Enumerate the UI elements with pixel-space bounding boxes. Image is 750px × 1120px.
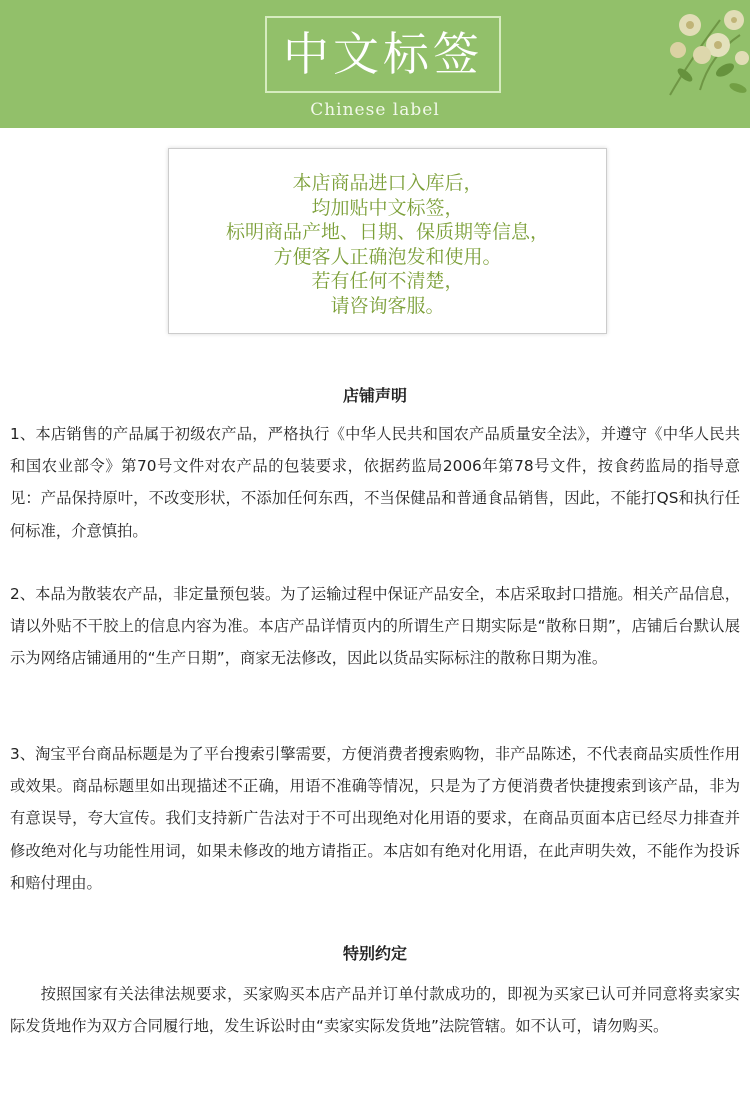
statement-paragraph-3: 3、淘宝平台商品标题是为了平台搜索引擎需要，方便消费者搜索购物，非产品陈述，不代表商品实质性作用或效果。商品标题里如出现描述不正确，用语不准确等情况，只是为了方便消费者快捷搜索到该产品，非为有意误导，夸大宣传。我们支持新广告法对于不可出现绝对化用语的要求，在商品页面本店已经尽力排查并修改绝对化与功能性用词，如果未修改的地方请指正。本店如有绝对化用语，在此声明失效，不能作为投诉和赔付理由。 bbox=[10, 745, 740, 892]
page-title: 中文标签 bbox=[283, 27, 483, 81]
flower-decoration-icon bbox=[630, 0, 750, 100]
notice-line: 本店商品进口入库后， bbox=[292, 172, 483, 194]
chinese-label-notice bbox=[168, 148, 607, 334]
statement-heading: 店铺声明 bbox=[342, 386, 407, 405]
notice-line: 均加贴中文标签， bbox=[311, 196, 464, 219]
statement-paragraph-1: 1、本店销售的产品属于初级农产品，严格执行《中华人民共和国农产品质量安全法》，并遵守《中华人民共和国农业部令》第70号文件对农产品的包装要求，依据药监局2006年第78号文件，按食药监局的指导意见：产品保持原叶，不改变形状，不添加任何东西，不当保健品和普通食品销售，因此，不能打QS和执行任何标准，介意慎拍。 bbox=[10, 425, 740, 540]
agreement-heading: 特别约定 bbox=[342, 944, 407, 963]
notice-line: 标明商品产地、日期、保质期等信息， bbox=[225, 221, 549, 243]
notice-line: 方便客人正确泡发和使用。 bbox=[273, 245, 502, 268]
notice-line: 请咨询客服。 bbox=[330, 294, 445, 317]
agreement-paragraph: 按照国家有关法律法规要求，买家购买本店产品并订单付款成功的，即视为买家已认可并同意将卖家实际发货地作为双方合同履行地，发生诉讼时由“卖家实际发货地”法院管辖。如不认可，请勿购买。 bbox=[10, 985, 740, 1036]
header-banner bbox=[0, 0, 750, 128]
statement-paragraph-2: 2、本品为散装农产品，非定量预包装。为了运输过程中保证产品安全，本店采取封口措施。相关产品信息，请以外贴不干胶上的信息内容为准。本店产品详情页内的所谓生产日期实际是“散称日期”，店铺后台默认展示为网络店铺通用的“生产日期”，商家无法修改，因此以货品实际标注的散称日期为准。 bbox=[10, 585, 740, 668]
notice-line: 若有任何不清楚， bbox=[311, 270, 464, 292]
page-subtitle: Chinese label bbox=[310, 100, 440, 120]
title-frame bbox=[265, 16, 501, 93]
